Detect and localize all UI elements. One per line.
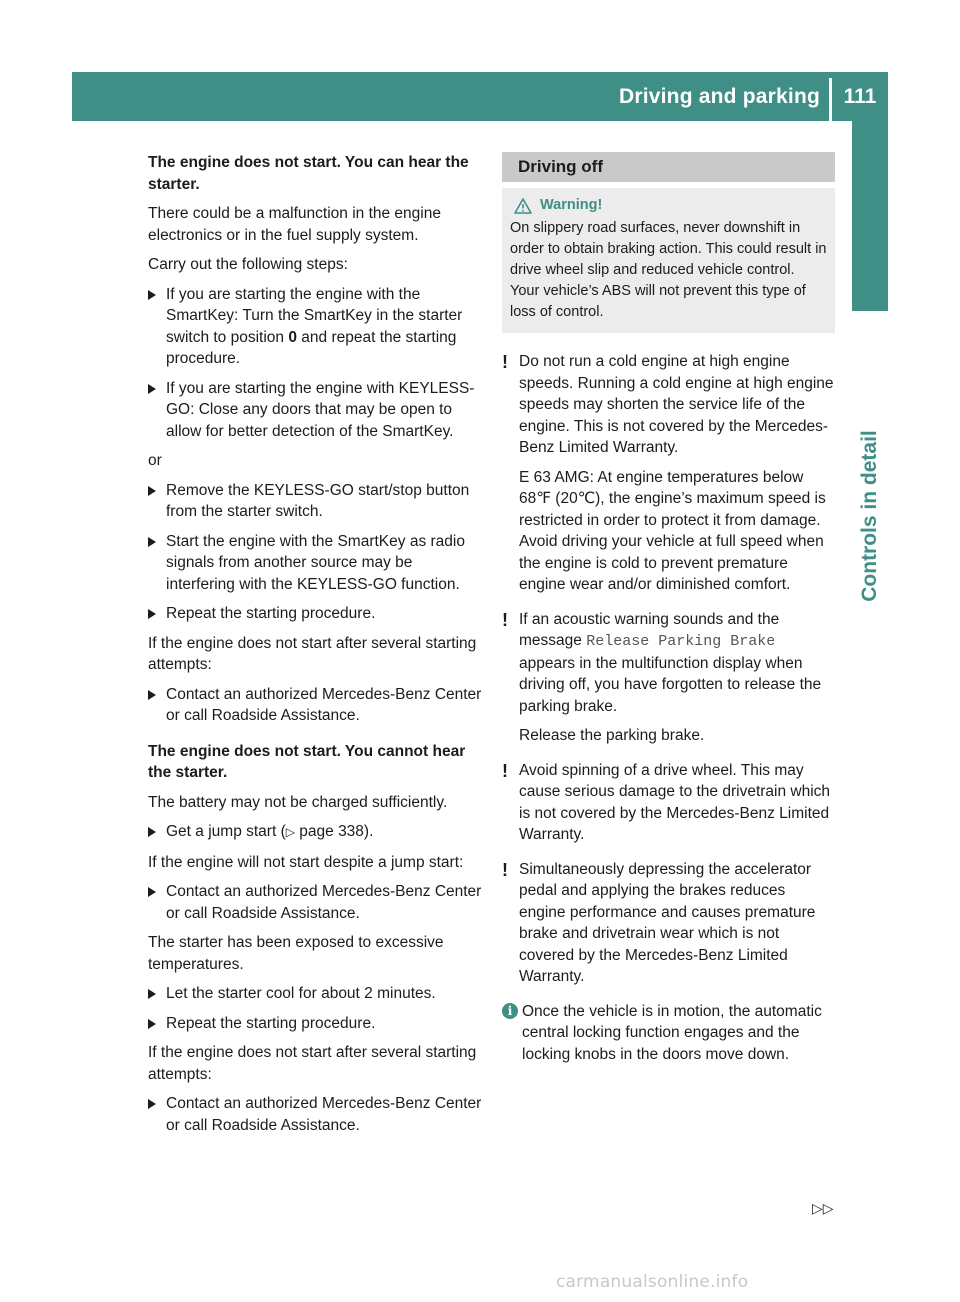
arrow-right-icon: [148, 609, 156, 619]
paragraph: The starter has been exposed to excessive temperatures.: [148, 934, 444, 973]
section-title-driving-off: Driving off: [502, 152, 835, 182]
display-message: Release Parking Brake: [586, 633, 776, 650]
step-text: Contact an authorized Mercedes-Benz Center or call Roadside Assistance.: [166, 883, 482, 922]
side-tab-label: [851, 326, 889, 706]
paragraph: There could be a malfunction in the engine electronics or in the fuel supply system.: [148, 205, 441, 244]
info-note: [502, 1001, 835, 1066]
step-item: [148, 821, 484, 844]
note-text: Release the parking brake.: [519, 727, 705, 744]
side-tab-label-text: Controls in detail: [858, 430, 881, 602]
paragraph: The battery may not be charged sufficiently.: [148, 793, 448, 811]
warning-triangle-icon: [514, 198, 532, 214]
arrow-right-icon: [148, 290, 156, 300]
caution-note: [502, 351, 835, 596]
arrow-right-icon: [148, 537, 156, 547]
page-ref-icon: ▷: [285, 825, 295, 839]
step-item: [148, 284, 484, 370]
step-item: [148, 603, 484, 625]
warning-title: Warning!: [540, 197, 603, 213]
note-text: Once the vehicle is in motion, the automatic central locking function engages and the locking knobs in the doors move down.: [522, 1002, 822, 1063]
arrow-right-icon: [148, 690, 156, 700]
watermark: carmanualsonline.info: [556, 1272, 749, 1292]
step-text: Repeat the starting procedure.: [166, 605, 376, 622]
note-text: E 63 AMG: At engine temperatures below 68℉ (20℃), the engine’s maximum speed is restricted in order to protect it from damage. Avoid driving your vehicle at full speed when the engine is cold to prevent premature engine wear and/or diminished comfort.: [519, 468, 826, 593]
paragraph: Carry out the following steps:: [148, 256, 348, 273]
caution-note: [502, 760, 835, 846]
page-number: 111: [843, 85, 877, 108]
header-bar: [72, 72, 888, 121]
exclamation-icon: !: [502, 609, 508, 630]
right-column: [502, 152, 835, 1078]
arrow-right-icon: [148, 384, 156, 394]
arrow-right-icon: [148, 827, 156, 837]
step-item: [148, 1013, 484, 1035]
note-text: Do not run a cold engine at high engine speeds. Running a cold engine at high engine speeds may shorten the service life of the engine. This is not covered by the Mercedes-Benz Limited Warranty.: [519, 353, 834, 456]
note-text-part: appears in the multifunction display when driving off, you have forgotten to release the parking brake.: [519, 654, 822, 715]
paragraph: If the engine will not start despite a jump start:: [148, 853, 464, 871]
step-text: Contact an authorized Mercedes-Benz Center or call Roadside Assistance.: [166, 685, 482, 724]
exclamation-icon: !: [502, 352, 508, 372]
arrow-right-icon: [148, 486, 156, 496]
step-item: [148, 684, 484, 727]
arrow-right-icon: [148, 887, 156, 897]
arrow-right-icon: [148, 1019, 156, 1029]
step-text: Repeat the starting procedure.: [166, 1014, 376, 1032]
step-item: [148, 1093, 484, 1136]
info-icon: i: [502, 1003, 518, 1019]
subheading-no-starter: The engine does not start. You cannot hear the starter.: [148, 742, 466, 781]
note-text: Simultaneously depressing the accelerator pedal and applying the brakes reduces engine performance and causes premature brake and drivetrain wear which is not covered by the Mercedes-Benz Limited Warranty.: [519, 860, 816, 985]
step-text: If you are starting the engine with the SmartKey: Turn the SmartKey in the starter switch to position: [166, 285, 463, 346]
paragraph: If the engine does not start after several starting attempts:: [148, 634, 477, 673]
step-text: Start the engine with the SmartKey as radio signals from another source may be interfering with the KEYLESS-GO function.: [166, 532, 465, 593]
step-text: If you are starting the engine with KEYLESS-GO: Close any doors that may be open to allow for better detection of the SmartKey.: [166, 379, 475, 440]
step-item: [148, 378, 484, 443]
arrow-right-icon: [148, 1099, 156, 1109]
side-tab-marker: [852, 121, 888, 311]
exclamation-icon: !: [502, 760, 508, 781]
note-text: [519, 609, 835, 718]
paragraph: If the engine does not start after several starting attempts:: [148, 1044, 477, 1083]
caution-note: [502, 859, 835, 988]
warning-box: [502, 188, 835, 333]
step-text: Get a jump start (: [166, 823, 286, 840]
warning-text: On slippery road surfaces, never downshift in order to obtain braking action. This could result in drive wheel slip and reduced vehicle control. Your vehicle’s ABS will not prevent this type of loss of control.: [510, 220, 827, 320]
step-item: [148, 531, 484, 596]
position-value: 0: [288, 328, 297, 346]
step-text: and repeat the starting procedure.: [166, 328, 457, 367]
arrow-right-icon: [148, 989, 156, 999]
step-text: Remove the KEYLESS-GO start/stop button from the starter switch.: [166, 481, 470, 520]
page-reference-link[interactable]: page 338).: [294, 823, 374, 840]
step-text: Contact an authorized Mercedes-Benz Center or call Roadside Assistance.: [166, 1095, 482, 1134]
caution-note: [502, 609, 835, 747]
header-title: Driving and parking: [619, 85, 820, 108]
exclamation-icon: !: [502, 859, 508, 880]
or-text: or: [148, 452, 162, 469]
subheading-hear-starter: The engine does not start. You can hear the starter.: [148, 154, 469, 193]
left-column: [148, 152, 484, 1144]
note-text: Avoid spinning of a drive wheel. This may cause serious damage to the drivetrain which is not covered by the Mercedes-Benz Limited Warranty.: [519, 761, 831, 843]
step-text: Let the starter cool for about 2 minutes.: [166, 985, 436, 1002]
warning-header: [510, 195, 827, 216]
step-item: [148, 480, 484, 523]
step-item: [148, 881, 484, 924]
continue-arrows: ▷▷: [812, 1200, 834, 1216]
step-item: [148, 983, 484, 1005]
note-text-part: If an acoustic warning sounds and the message: [519, 610, 780, 649]
